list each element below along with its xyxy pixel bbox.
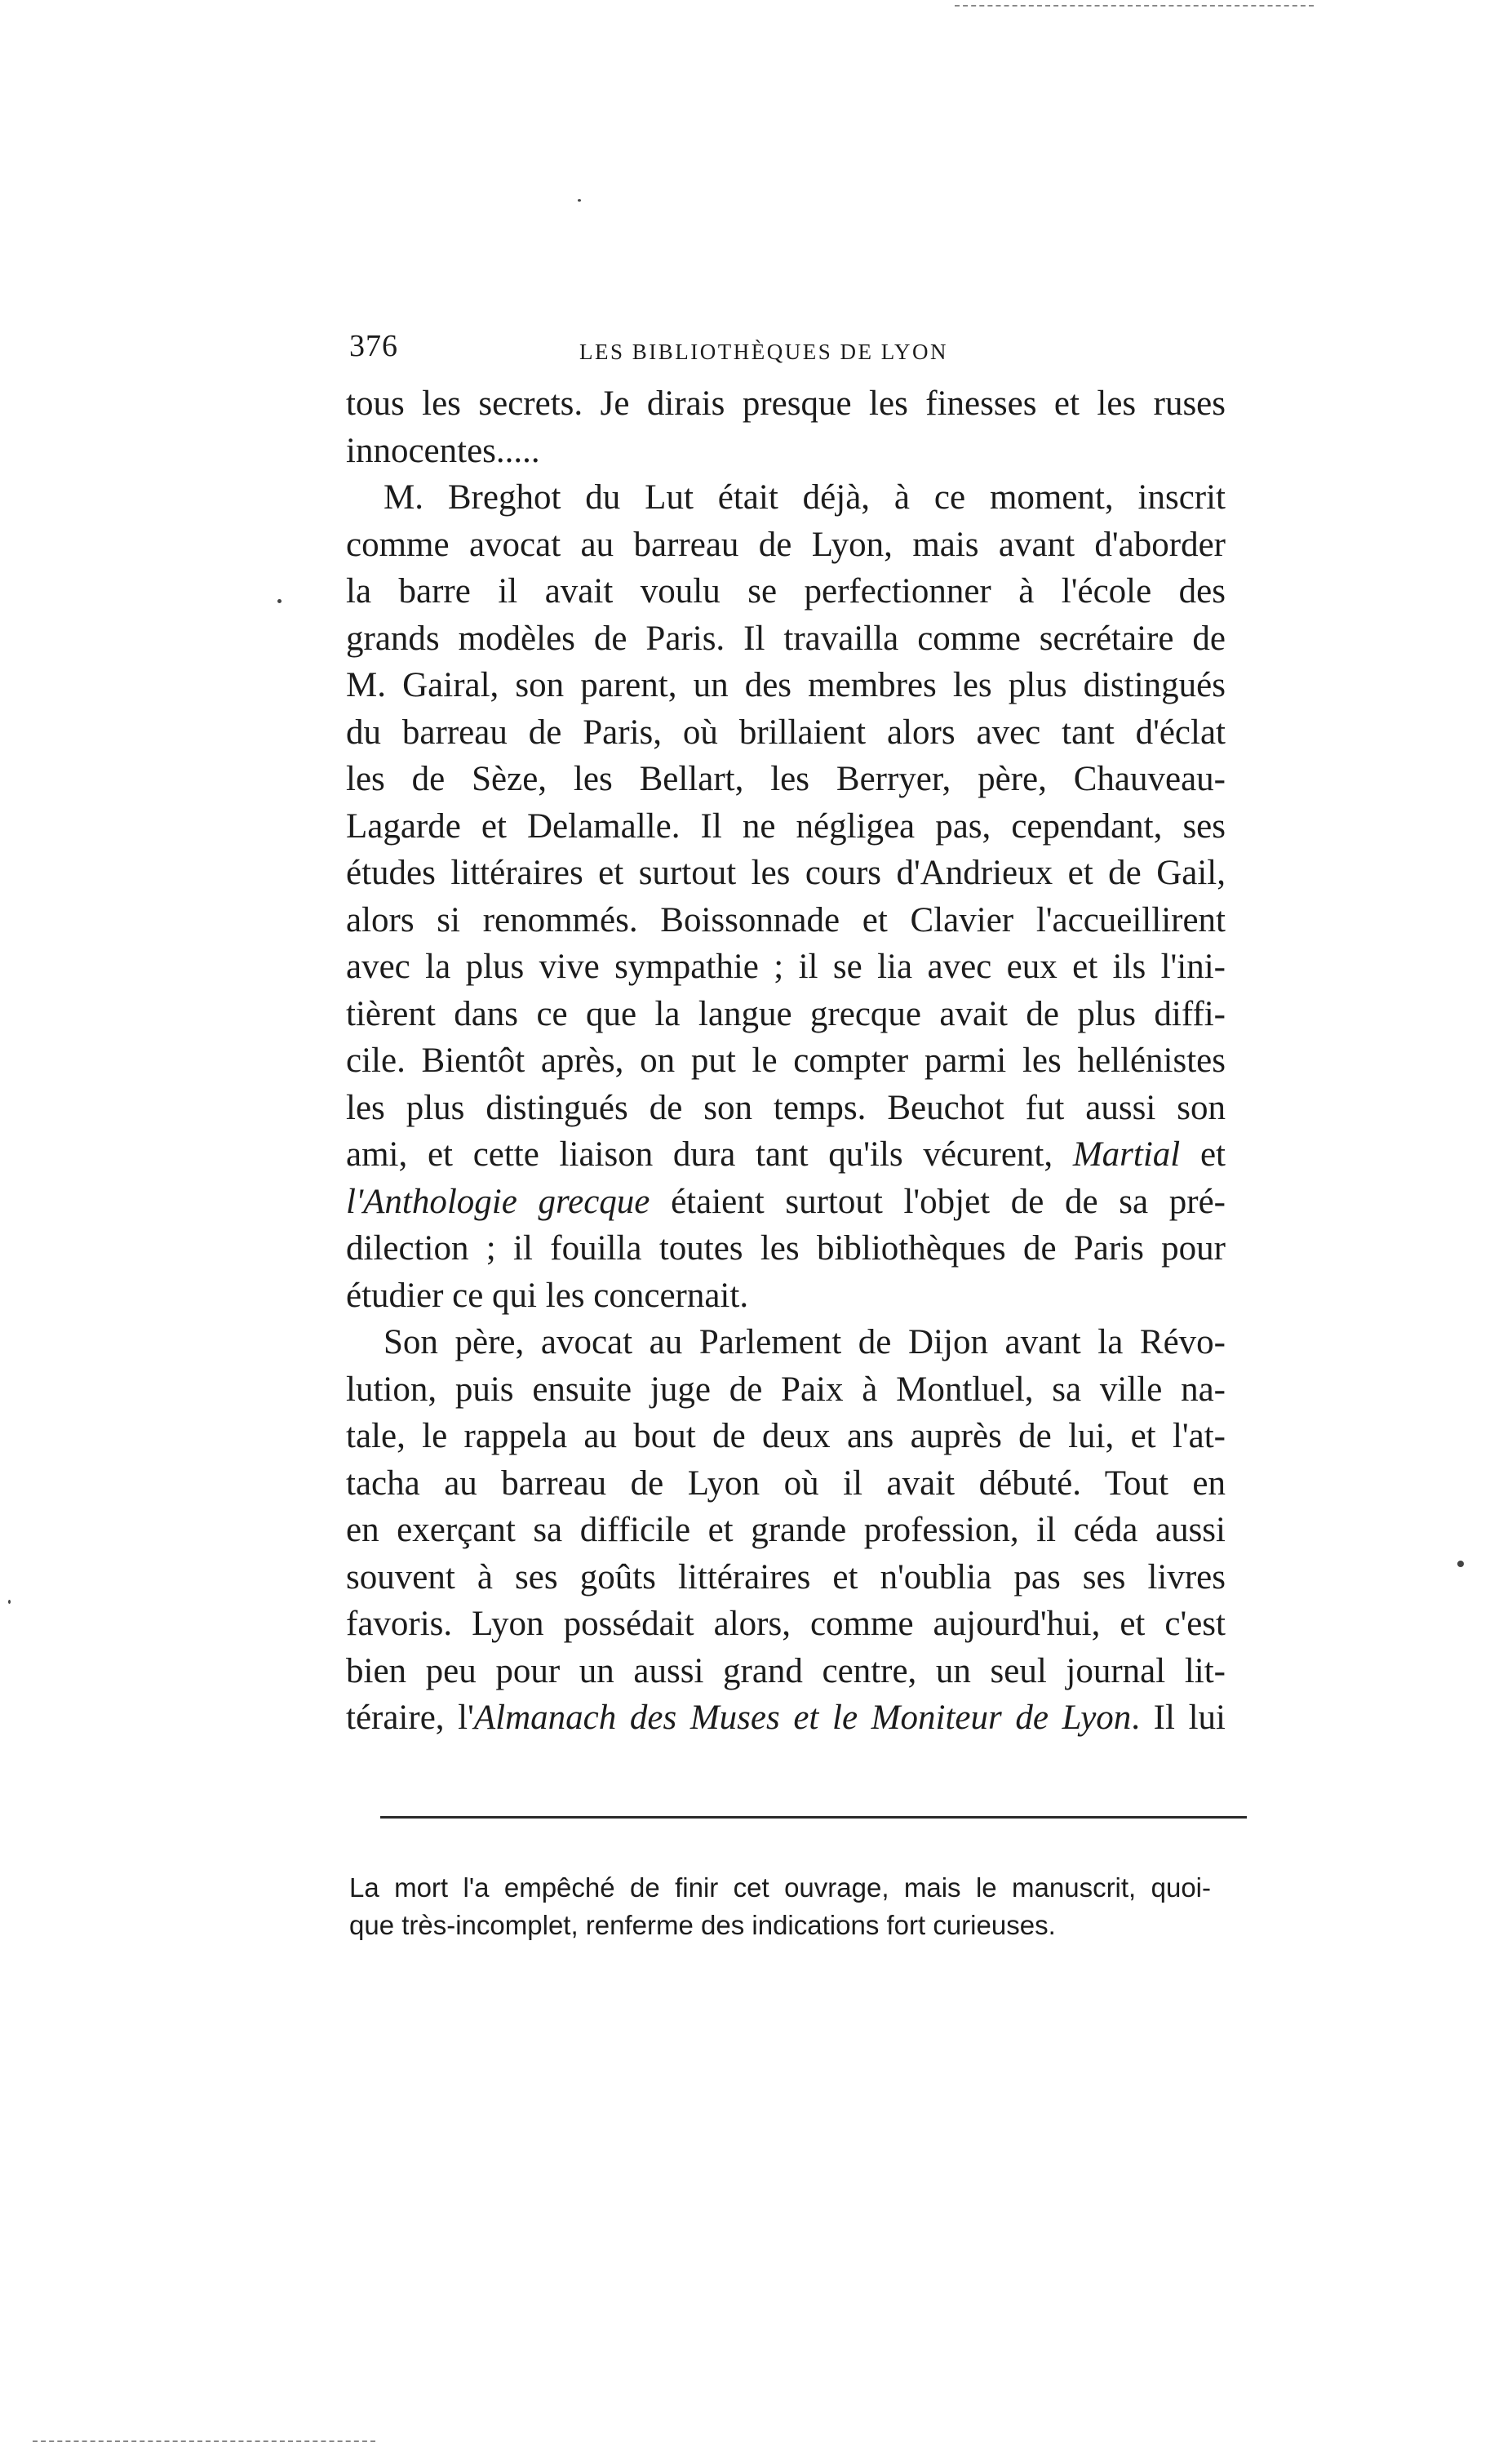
text-segment: . Il lui bbox=[1131, 1699, 1226, 1737]
ink-speck bbox=[277, 599, 282, 603]
text-line: bien peu pour un aussi grand centre, un seul journal lit- bbox=[346, 1651, 1226, 1690]
text-line: du barreau de Paris, où brillaient alors avec tant d'éclat bbox=[346, 713, 1226, 752]
title-almanach-des-muses: Almanach des Muses et le Moniteur de Lyon bbox=[473, 1699, 1132, 1737]
title-martial: Martial bbox=[1072, 1135, 1181, 1174]
text-line: tale, le rappela au bout de deux ans auprès de lui, et l'at- bbox=[346, 1417, 1226, 1455]
text-line: tous les secrets. Je dirais presque les finesses et les ruses bbox=[346, 384, 1226, 423]
text-line: les plus distingués de son temps. Beuchot fut aussi son bbox=[346, 1088, 1226, 1127]
text-line: étudier ce qui les concernait. bbox=[346, 1276, 749, 1315]
text-line-with-title bbox=[346, 1131, 1226, 1179]
main-text bbox=[346, 380, 1226, 1742]
footnote-separator bbox=[380, 1816, 1247, 1819]
text-line: favoris. Lyon possédait alors, comme aujourd'hui, et c'est bbox=[346, 1605, 1226, 1643]
text-line: alors si renommés. Boissonnade et Clavier l'accueillirent bbox=[346, 900, 1226, 939]
footnote bbox=[349, 1869, 1211, 1944]
title-anthologie-grecque: l'Anthologie grecque bbox=[346, 1182, 650, 1221]
text-line: les de Sèze, les Bellart, les Berryer, père, Chauveau- bbox=[346, 760, 1226, 798]
text-line-with-title bbox=[346, 1179, 1226, 1226]
text-segment: et bbox=[1199, 1135, 1226, 1174]
text-line: cile. Bientôt après, on put le compter parmi les hellénistes bbox=[346, 1041, 1226, 1080]
text-line: en exerçant sa difficile et grande profession, il céda aussi bbox=[346, 1511, 1226, 1549]
footnote-line: que très-incomplet, renferme des indications fort curieuses. bbox=[349, 1910, 1056, 1940]
text-line: études littéraires et surtout les cours d'Andrieux et de Gail, bbox=[346, 854, 1226, 892]
text-line: innocentes..... bbox=[346, 431, 540, 470]
text-segment: téraire, l' bbox=[346, 1699, 474, 1737]
text-segment: ami, et cette liaison dura tant qu'ils vécurent, bbox=[346, 1135, 1053, 1174]
text-line: M. Breghot du Lut était déjà, à ce moment, inscrit bbox=[384, 478, 1226, 517]
ink-speck bbox=[578, 199, 581, 202]
text-line-with-title bbox=[346, 1694, 1226, 1742]
ink-speck bbox=[1457, 1561, 1464, 1567]
footnote-line: La mort l'a empêché de finir cet ouvrage, mais le manuscrit, quoi- bbox=[349, 1872, 1211, 1903]
text-line: avec la plus vive sympathie ; il se lia avec eux et ils l'ini- bbox=[346, 948, 1226, 986]
scan-edge-marks-top bbox=[955, 5, 1314, 9]
text-line: tacha au barreau de Lyon où il avait débuté. Tout en bbox=[346, 1463, 1226, 1503]
page-number: 376 bbox=[349, 329, 398, 363]
page-header bbox=[349, 328, 1230, 377]
scan-edge-marks-bottom bbox=[33, 2440, 375, 2445]
text-line: Son père, avocat au Parlement de Dijon avant la Révo- bbox=[384, 1323, 1226, 1361]
text-line: M. Gairal, son parent, un des membres les plus distingués bbox=[346, 666, 1226, 704]
text-line: lution, puis ensuite juge de Paix à Montluel, sa ville na- bbox=[346, 1370, 1226, 1409]
text-line: tièrent dans ce que la langue grecque avait de plus diffi- bbox=[346, 994, 1226, 1033]
text-line: dilection ; il fouilla toutes les bibliothèques de Paris pour bbox=[346, 1229, 1226, 1268]
text-line: Lagarde et Delamalle. Il ne négligea pas, cependant, ses bbox=[346, 806, 1226, 846]
ink-speck bbox=[8, 1600, 11, 1604]
text-segment: étaient surtout l'objet de de sa pré- bbox=[671, 1182, 1226, 1221]
text-line: comme avocat au barreau de Lyon, mais avant d'aborder bbox=[346, 525, 1226, 564]
text-line: la barre il avait voulu se perfectionner à l'école des bbox=[346, 572, 1226, 611]
text-line: grands modèles de Paris. Il travailla comme secrétaire de bbox=[346, 619, 1226, 658]
running-head: LES BIBLIOTHÈQUES DE LYON bbox=[579, 340, 949, 364]
text-line: souvent à ses goûts littéraires et n'oublia pas ses livres bbox=[346, 1557, 1226, 1597]
